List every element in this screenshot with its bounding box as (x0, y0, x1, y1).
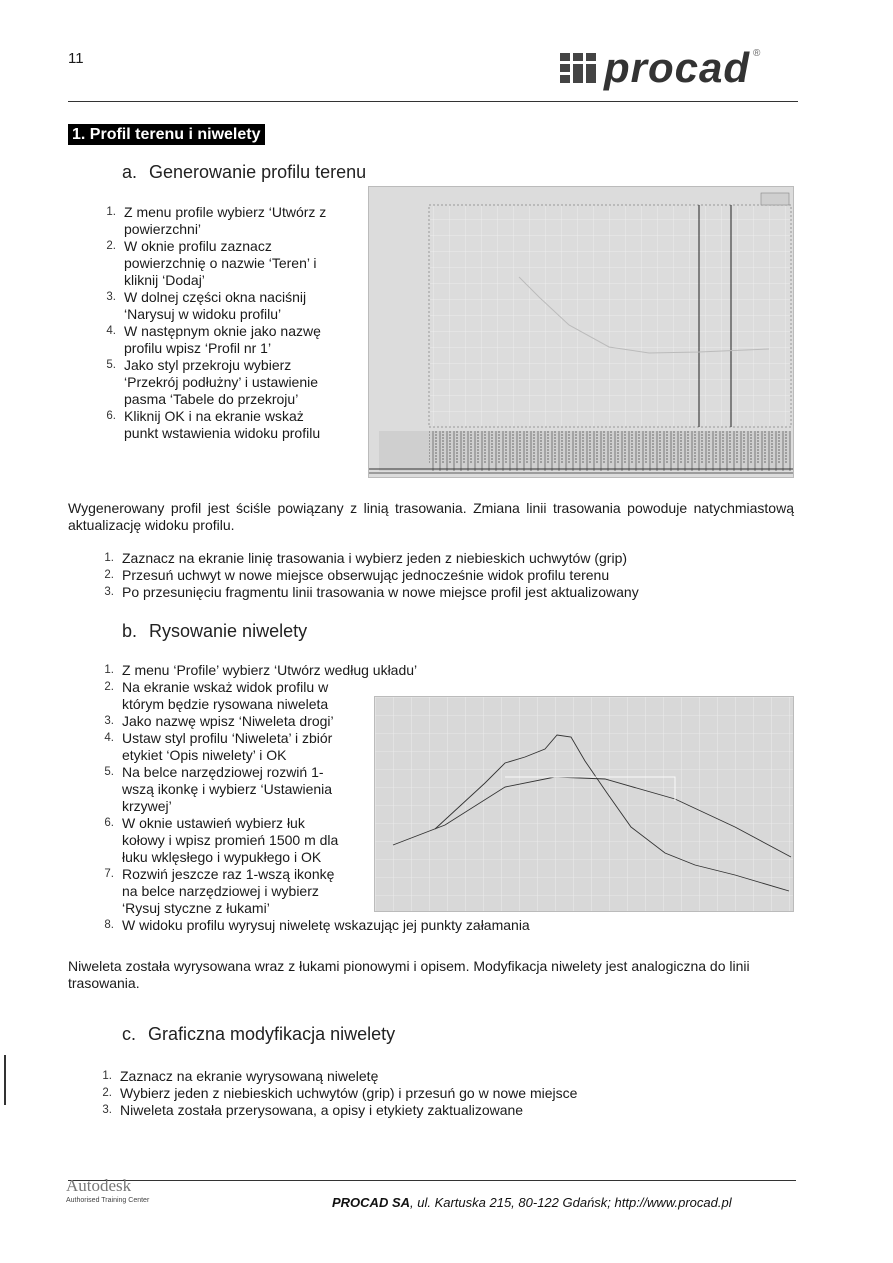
subsection-b-title: Rysowanie niwelety (149, 621, 308, 641)
list-item-number: 3. (104, 715, 114, 727)
list-item-line: na belce narzędziowej i wybierz (122, 883, 319, 899)
subsection-a-letter: a. (122, 162, 138, 182)
list-item-line: Z menu profile wybierz ‘Utwórz z (124, 204, 327, 220)
list-item-line: kołowy i wpisz promień 1500 m dla (122, 832, 339, 848)
list-item-number: 1. (104, 664, 114, 676)
footer-address-text: , ul. Kartuska 215, 80-122 Gdańsk; http://www.procad.pl (410, 1195, 732, 1210)
list-item-number: 8. (104, 919, 114, 931)
authorised-training-center: Authorised Training Center (66, 1197, 150, 1204)
list-item-line: ‘Przekrój podłużny’ i ustawienie (124, 374, 319, 390)
procad-logo-text: procad (604, 44, 751, 91)
subsection-a-title: Generowanie profilu terenu (149, 162, 367, 182)
list-item (96, 323, 358, 357)
list-item-line: wszą ikonkę i wybierz ‘Ustawienia (122, 781, 333, 797)
list-item-line: Z menu ‘Profile’ wybierz ‘Utwórz według układu’ (122, 662, 418, 678)
grade-line-screenshot (374, 696, 794, 912)
list-item (94, 917, 574, 934)
list-item-line: ‘Narysuj w widoku profilu’ (124, 306, 282, 322)
list-item-line: punkt wstawienia widoku profilu (124, 425, 321, 441)
footer-company: PROCAD SA (332, 1195, 411, 1210)
subsection-c-letter: c. (122, 1024, 137, 1044)
list-item-line: W oknie profilu zaznacz (124, 238, 272, 254)
list-item-number: 3. (106, 291, 116, 303)
list-item-number: 4. (106, 325, 116, 337)
profile-view-drawing (369, 187, 793, 477)
list-item-text: Zaznacz na ekranie wyrysowaną niweletę (120, 1068, 379, 1084)
part-a-steps-2 (94, 550, 794, 601)
footer-address (332, 1195, 732, 1210)
list-item-line: Na belce narzędziowej rozwiń 1- (122, 764, 324, 780)
list-item (94, 584, 794, 601)
list-item-number: 3. (104, 586, 114, 598)
list-item-line: łuku wklęsłego i wypukłego i OK (122, 849, 322, 865)
header-divider (68, 101, 798, 102)
subsection-b-letter: b. (122, 621, 138, 641)
list-item (96, 238, 358, 289)
margin-mark (4, 1055, 6, 1105)
grade-line-drawing (375, 697, 793, 911)
list-item-line: Kliknij OK i na ekranie wskaż (124, 408, 304, 424)
page-number: 11 (68, 50, 84, 67)
list-item (94, 550, 794, 567)
list-item (94, 662, 574, 679)
part-b-paragraph: Niweleta została wyrysowana wraz z łukami pionowymi i opisem. Modyfikacja niwelety jest analogiczna do linii trasowania. (68, 958, 750, 991)
list-item-number: 1. (102, 1070, 112, 1082)
list-item-line: ‘Rysuj styczne z łukami’ (122, 900, 270, 916)
list-item-line: W dolnej części okna naciśnij (124, 289, 307, 305)
list-item-number: 3. (102, 1104, 112, 1116)
list-item-text: Po przesunięciu fragmentu linii trasowania w nowe miejsce profil jest aktualizowany (122, 584, 639, 600)
list-item-line: etykiet ‘Opis niwelety’ i OK (122, 747, 287, 763)
subsection-c-title: Graficzna modyfikacja niwelety (148, 1024, 396, 1044)
list-item-number: 2. (104, 569, 114, 581)
list-item-line: pasma ‘Tabele do przekroju’ (124, 391, 299, 407)
list-item-line: profilu wpisz ‘Profil nr 1’ (124, 340, 272, 356)
list-item-number: 7. (104, 868, 114, 880)
list-item-number: 2. (106, 240, 116, 252)
list-item-number: 6. (104, 817, 114, 829)
part-a-steps (96, 204, 358, 442)
autodesk-logo-text: Autodesk (66, 1176, 132, 1195)
list-item-text: Niweleta została przerysowana, a opisy i etykiety zaktualizowane (120, 1102, 524, 1118)
list-item-line: Ustaw styl profilu ‘Niweleta’ i zbiór (122, 730, 333, 746)
list-item-number: 5. (106, 359, 116, 371)
part-c-steps (92, 1068, 792, 1119)
list-item-number: 2. (102, 1087, 112, 1099)
footer-divider (68, 1180, 796, 1181)
list-item-line: W widoku profilu wyrysuj niweletę wskazując jej punkty załamania (122, 917, 530, 933)
list-item-line: Na ekranie wskaż widok profilu w (122, 679, 329, 695)
list-item (92, 1102, 792, 1119)
subsection-b-heading (122, 621, 307, 642)
list-item (96, 204, 358, 238)
registered-mark: ® (753, 48, 761, 59)
list-item-line: kliknij ‘Dodaj’ (124, 272, 205, 288)
list-item-line: W oknie ustawień wybierz łuk (122, 815, 305, 831)
procad-logo (560, 44, 761, 91)
list-item-text: Wybierz jeden z niebieskich uchwytów (grip) i przesuń go w nowe miejsce (120, 1085, 578, 1101)
list-item-text: Zaznacz na ekranie linię trasowania i wybierz jeden z niebieskich uchwytów (grip) (122, 550, 628, 566)
list-item (96, 289, 358, 323)
procad-logo-mark-icon (560, 53, 596, 83)
list-item-line: W następnym oknie jako nazwę (124, 323, 321, 339)
list-item (92, 1085, 792, 1102)
section-title: 1. Profil terenu i niwelety (68, 124, 265, 145)
list-item-line: krzywej’ (122, 798, 172, 814)
list-item-number: 2. (104, 681, 114, 693)
subsection-a-heading (122, 162, 366, 183)
list-item-line: Jako nazwę wpisz ‘Niweleta drogi’ (122, 713, 334, 729)
list-item (96, 357, 358, 408)
profile-view-screenshot (368, 186, 794, 478)
list-item-line: którym będzie rysowana niweleta (122, 696, 329, 712)
part-a-paragraph: Wygenerowany profil jest ściśle powiązany z linią trasowania. Zmiana linii trasowania powoduje natychmiastową aktualizację widoku profilu. (68, 500, 794, 533)
list-item-number: 1. (104, 552, 114, 564)
list-item-line: Jako styl przekroju wybierz (124, 357, 292, 373)
list-item-line: powierzchnię o nazwie ‘Teren’ i (124, 255, 317, 271)
list-item-number: 4. (104, 732, 114, 744)
list-item (96, 408, 358, 442)
list-item-number: 5. (104, 766, 114, 778)
list-item (94, 567, 794, 584)
subsection-c-heading (122, 1024, 395, 1045)
list-item-line: powierzchni’ (124, 221, 202, 237)
list-item-number: 6. (106, 410, 116, 422)
list-item-text: Przesuń uchwyt w nowe miejsce obserwując jednocześnie widok profilu terenu (122, 567, 610, 583)
list-item-line: Rozwiń jeszcze raz 1-wszą ikonkę (122, 866, 335, 882)
list-item (92, 1068, 792, 1085)
list-item-number: 1. (106, 206, 116, 218)
